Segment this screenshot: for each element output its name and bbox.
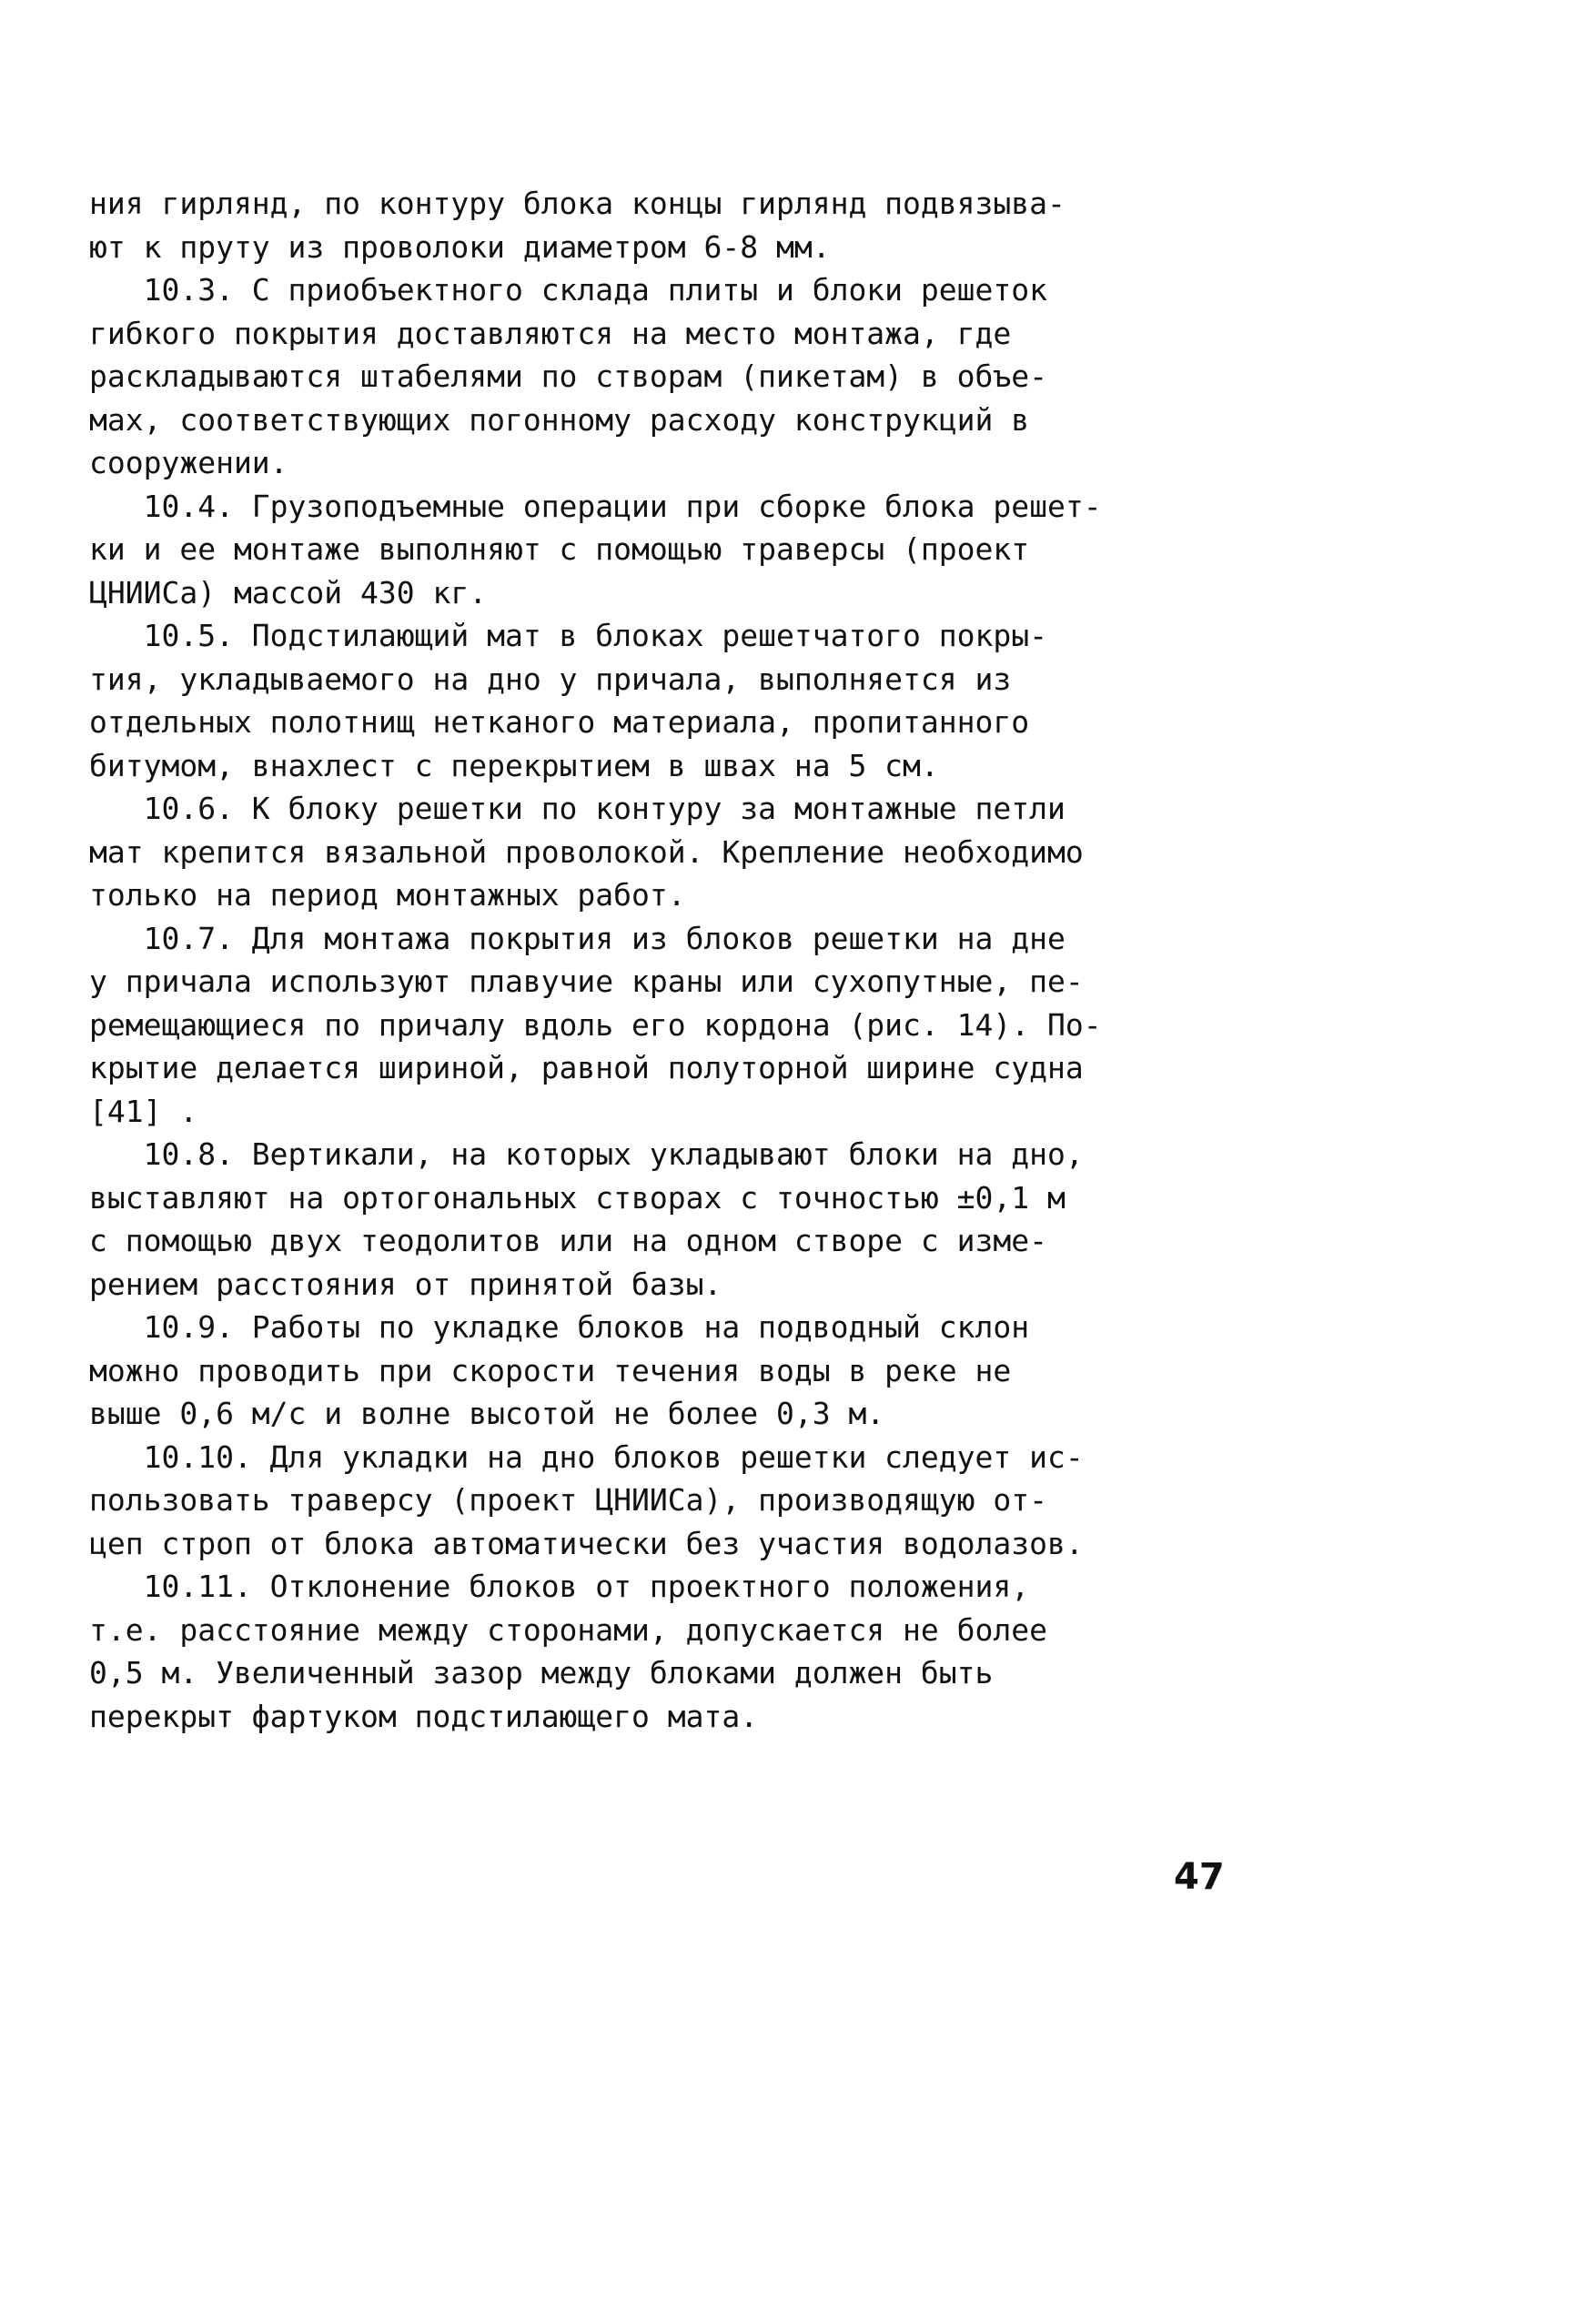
text-line: крытие делается шириной, равной полуторной ширине судна xyxy=(89,1050,1084,1085)
text-line: рением расстояния от принятой базы. xyxy=(89,1266,722,1302)
text-line: [41] . xyxy=(89,1093,198,1129)
page-number: 47 xyxy=(1174,1856,1225,1898)
text-line: 10.9. Работы по укладке блоков на подводный склон xyxy=(89,1309,1030,1345)
text-line: т.е. расстояние между сторонами, допускается не более xyxy=(89,1611,1047,1648)
text-line: ют к пруту из проволоки диаметром 6-8 мм. xyxy=(89,228,831,265)
text-line: сооружении. xyxy=(89,445,288,480)
text-line: ки и ее монтаже выполняют с помощью траверсы (проект xyxy=(89,531,1030,567)
text-line: цеп строп от блока автоматически без участия водолазов. xyxy=(89,1525,1084,1561)
text-line: мат крепится вязальной проволокой. Крепление необходимо xyxy=(89,833,1084,870)
text-line: выше 0,6 м/с и волне высотой не более 0,3 м. xyxy=(89,1396,885,1431)
text-line: гибкого покрытия доставляются на место монтажа, где xyxy=(89,315,1012,351)
text-line: можно проводить при скорости течения воды в реке не xyxy=(89,1352,1012,1388)
text-line: 10.5. Подстилающий мат в блоках решетчатого покры- xyxy=(89,618,1047,653)
text-line: 10.7. Для монтажа покрытия из блоков решетки на дне xyxy=(89,920,1066,956)
body-text xyxy=(89,182,1272,1738)
text-line: битумом, внахлест с перекрытием в швах на 5 см. xyxy=(89,747,939,783)
text-line: с помощью двух теодолитов или на одном створе с изме- xyxy=(89,1223,1047,1258)
text-line: мах, соответствующих погонному расходу конструкций в xyxy=(89,401,1030,438)
text-line: пользовать траверсу (проект ЦНИИСа), производящую от- xyxy=(89,1482,1047,1518)
text-line: только на период монтажных работ. xyxy=(89,877,686,913)
text-line: отдельных полотнищ нетканого материала, пропитанного xyxy=(89,704,1030,740)
text-line: тия, укладываемого на дно у причала, выполняется из xyxy=(89,661,1012,697)
text-line: у причала используют плавучие краны или сухопутные, пе- xyxy=(89,964,1084,999)
text-line: раскладываются штабелями по створам (пикетам) в объе- xyxy=(89,358,1047,394)
text-line: 10.4. Грузоподъемные операции при сборке блока решет- xyxy=(89,488,1102,524)
text-line: 10.8. Вертикали, на которых укладывают блоки на дно, xyxy=(89,1136,1084,1172)
text-line: 10.3. С приобъектного склада плиты и блоки решеток xyxy=(89,272,1047,308)
text-line: 0,5 м. Увеличенный зазор между блоками должен быть xyxy=(89,1655,994,1690)
text-line: перекрыт фартуком подстилающего мата. xyxy=(89,1698,759,1734)
text-line: ЦНИИСа) массой 430 кг. xyxy=(89,574,488,611)
text-line: 10.6. К блоку решетки по контуру за монтажные петли xyxy=(89,791,1066,826)
text-line: ремещающиеся по причалу вдоль его кордона (рис. 14). По- xyxy=(89,1006,1102,1043)
text-line: выставляют на ортогональных створах с точностью ±0,1 м xyxy=(89,1179,1066,1216)
text-line: ния гирлянд, по контуру блока концы гирлянд подвязыва- xyxy=(89,186,1066,221)
text-line: 10.10. Для укладки на дно блоков решетки следует ис- xyxy=(89,1438,1084,1475)
text-line: 10.11. Отклонение блоков от проектного положения, xyxy=(89,1569,1030,1604)
